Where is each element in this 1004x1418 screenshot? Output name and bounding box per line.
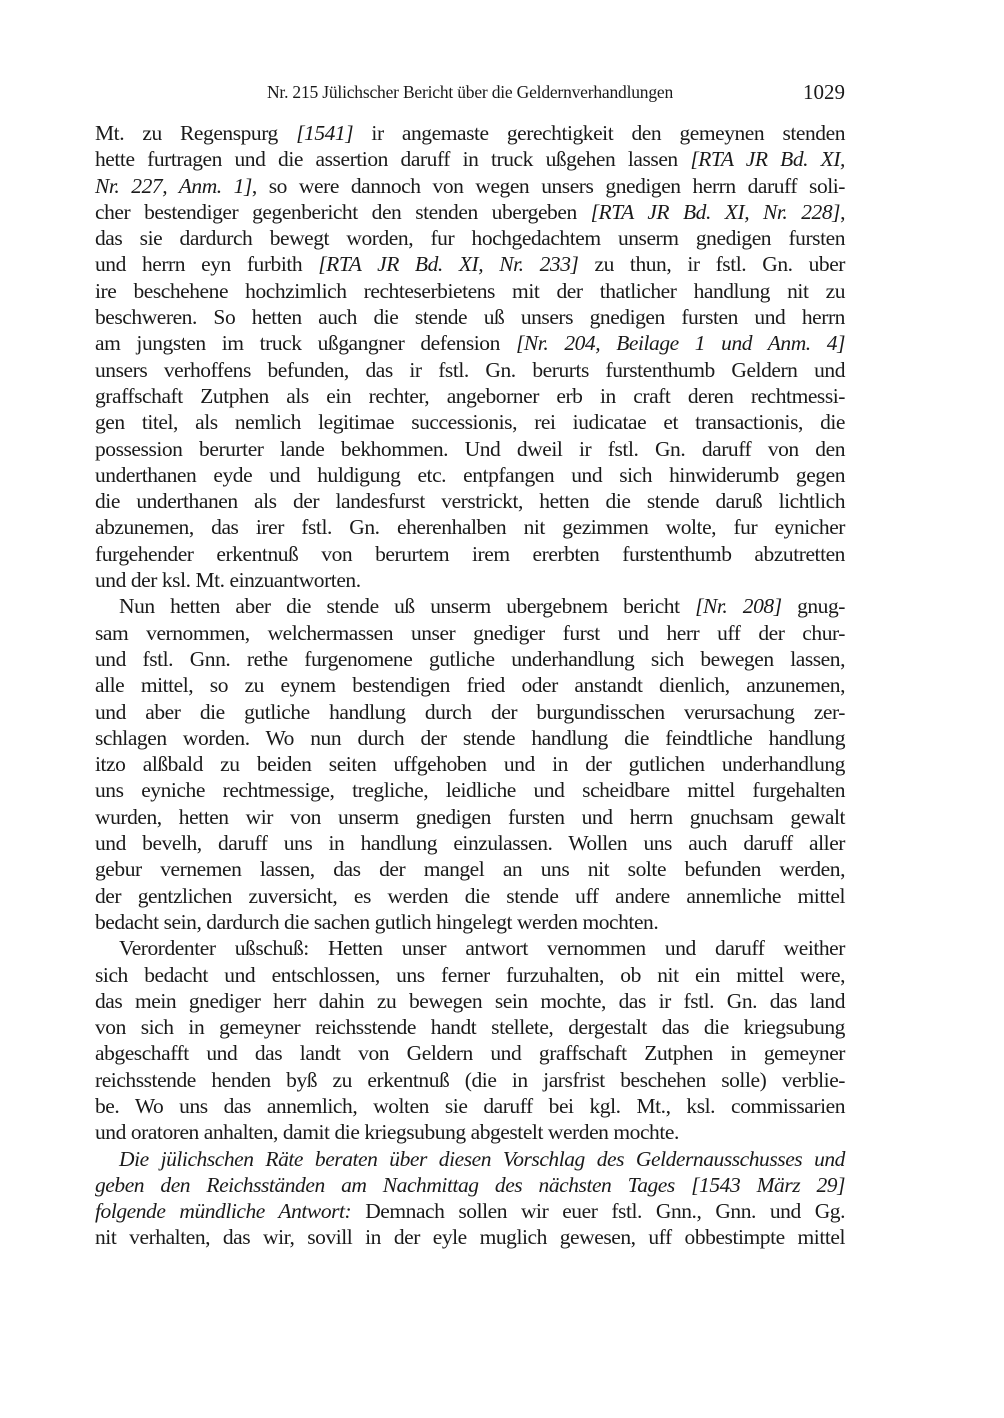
text-line (95, 962, 845, 988)
text-segment: underthanen eyde und huldigung etc. entpfangen und sich hinwiderumb gegen (95, 462, 845, 487)
text-line (95, 278, 845, 304)
text-line (95, 462, 845, 488)
text-segment: gnug- (781, 594, 845, 619)
body-text (95, 120, 845, 1251)
text-segment: uns eyniche rechtmessige, tregliche, leidliche und scheidbare mittel furgehalten (95, 778, 845, 803)
text-segment: graffschaft Zutphen als ein rechter, angeborner erb in craft deren rechtmessi- (95, 383, 845, 408)
italic-text-segment: [RTA JR Bd. XI, Nr. 233] (318, 252, 579, 277)
page-header (95, 80, 845, 106)
text-segment: sam vernommen, welchermassen unser gnediger furst und herr uff der chur- (95, 620, 845, 645)
text-line (95, 593, 845, 619)
italic-text-segment: Nr. 227, Anm. 1] (95, 173, 252, 198)
text-segment: gen titel, als nemlich legitimae successionis, rei iudicatae et transactionis, die (95, 410, 845, 435)
text-line (95, 1224, 845, 1250)
text-line (95, 1198, 845, 1224)
text-line (95, 1067, 845, 1093)
text-line (95, 620, 845, 646)
text-segment: Demnach sollen wir euer fstl. Gnn., Gnn. und Gg. (351, 1199, 846, 1224)
italic-text-segment: Die jülichschen Räte beraten über diesen Vorschlag des Geldernausschusses und (119, 1146, 845, 1171)
text-line (95, 488, 845, 514)
text-line (95, 777, 845, 803)
text-segment: bedacht sein, dardurch die sachen gutlich hingelegt werden mochten. (95, 909, 659, 934)
text-line (95, 1146, 845, 1172)
text-segment: das mein gnediger herr dahin zu bewegen sein mochte, das ir fstl. Gn. das land (95, 988, 845, 1013)
text-segment: nit verhalten, das wir, sovill in der eyle muglich gewesen, uff obbestimpte mittel (95, 1225, 845, 1250)
text-segment: Nun hetten aber die stende uß unserm ubergebnem bericht (119, 594, 696, 619)
text-line (95, 304, 845, 330)
text-line (95, 541, 845, 567)
text-segment: und herrn eyn furbith (95, 252, 319, 277)
italic-text-segment: [RTA JR Bd. XI, Nr. 228] (590, 199, 841, 224)
text-segment: furgehender erkentnuß von berurtem irem ererbten furstenthumb abzutretten (95, 541, 845, 566)
text-segment: Mt. zu Regenspurg (95, 121, 297, 145)
text-line (95, 225, 845, 251)
text-segment: abzunemen, das irer fstl. Gn. eherenhalben nit gezimmen wolte, fur eynicher (95, 515, 845, 540)
text-segment: und der ksl. Mt. einzuantworten. (95, 568, 361, 593)
text-line (95, 251, 845, 277)
text-line (95, 1014, 845, 1040)
text-segment: reichsstende henden byß zu erkentnuß (die in jarsfrist beschehen solle) verblie- (95, 1067, 845, 1092)
text-line (95, 725, 845, 751)
text-line (95, 830, 845, 856)
text-segment: von sich in gemeyner reichsstende handt stellete, dergestalt das die kriegsubung (95, 1015, 845, 1040)
text-segment: Verordenter ußschuß: Hetten unser antwort vernommen und daruff weither (119, 936, 845, 961)
text-line (95, 514, 845, 540)
text-line (95, 883, 845, 909)
italic-text-segment: [1541] (296, 121, 354, 145)
italic-text-segment: [Nr. 204, Beilage 1 und Anm. 4] (515, 331, 845, 356)
text-segment: und bevelh, daruff uns in handlung einzulassen. Wollen uns auch daruff aller (95, 831, 845, 856)
text-segment: , so were dannoch von wegen unsers gnedigen herrn daruff soli- (251, 173, 845, 198)
text-segment: die underthanen als der landesfurst verstrickt, hetten die stende daruß lichtlich (95, 489, 845, 514)
text-line (95, 1093, 845, 1119)
text-segment: am jungsten im truck ußgangner defension (95, 331, 516, 356)
text-segment: gebur vernemen lassen, das der mangel an uns nit solte befunden werden, (95, 857, 845, 882)
text-segment: ir angemaste gerechtigkeit den gemeynen stenden (353, 121, 845, 145)
text-line (95, 672, 845, 698)
text-segment: itzo alßbald zu beiden seiten uffgehoben und in der gutlichen underhandlung (95, 752, 845, 777)
text-line (95, 646, 845, 672)
text-line (95, 1119, 845, 1145)
text-segment: alle mittel, so zu eynem bestendigen fried oder anstandt dienlich, anzunemen, (95, 673, 845, 698)
text-line (95, 1040, 845, 1066)
running-title: Nr. 215 Jülichscher Bericht über die Geldernverhandlungen (266, 82, 674, 102)
text-segment: beschweren. So hetten auch die stende uß unsers gnedigen fursten und herrn (95, 305, 845, 330)
text-segment: hette furtragen und die assertion daruff in truck ußgehen lassen (95, 147, 691, 172)
text-segment: cher bestendiger gegenbericht den stenden ubergeben (95, 199, 591, 224)
text-line (95, 567, 845, 593)
text-segment: der gentzlichen zuversicht, es werden die stende uff andere annemliche mittel (95, 883, 845, 908)
text-segment: ire beschehene hochzimlich rechteserbietens mit der thatlicher handlung nit zu (95, 278, 845, 303)
text-line (95, 909, 845, 935)
text-line (95, 988, 845, 1014)
text-line (95, 330, 845, 356)
text-line (95, 173, 845, 199)
text-line (95, 409, 845, 435)
italic-text-segment: folgende mündliche Antwort: (95, 1199, 352, 1224)
italic-text-segment: [RTA JR Bd. XI, (690, 147, 845, 172)
text-line (95, 146, 845, 172)
text-segment: das sie dardurch bewegt worden, fur hochgedachtem unserm gnedigen fursten (95, 226, 845, 251)
text-segment: und oratoren anhalten, damit die kriegsubung abgestelt werden mochte. (95, 1120, 679, 1145)
text-segment: abgeschafft und das landt von Geldern und graffschaft Zutphen in gemeyner (95, 1041, 845, 1066)
text-line (95, 856, 845, 882)
text-line (95, 751, 845, 777)
italic-text-segment: geben den Reichsständen am Nachmittag des nächsten Tages [1543 März 29] (95, 1172, 845, 1197)
text-segment: zu thun, ir fstl. Gn. uber (578, 252, 845, 277)
text-line (95, 699, 845, 725)
text-line (95, 436, 845, 462)
italic-text-segment: [Nr. 208] (695, 594, 782, 619)
text-line (95, 1172, 845, 1198)
text-line (95, 120, 845, 146)
text-segment: unsers verhoffens befunden, das ir fstl. Gn. berurts furstenthumb Geldern und (95, 357, 845, 382)
page-number: 1029 (803, 80, 845, 104)
text-segment: schlagen worden. Wo nun durch der stende handlung die feindtliche handlung (95, 725, 845, 750)
text-line (95, 804, 845, 830)
text-segment: und aber die gutliche handlung durch der burgundisschen verursachung zer- (95, 699, 845, 724)
text-segment: und fstl. Gnn. rethe furgenomene gutliche underhandlung sich bewegen lassen, (95, 646, 845, 671)
text-segment: , (840, 199, 845, 224)
text-line (95, 357, 845, 383)
text-line (95, 935, 845, 961)
text-line (95, 383, 845, 409)
text-segment: wurden, hetten wir von unserm gnedigen fursten und herrn gnuchsam gewalt (95, 804, 845, 829)
text-segment: be. Wo uns das annemlich, wolten sie daruff bei kgl. Mt., ksl. commissarien (95, 1093, 845, 1118)
text-segment: sich bedacht und entschlossen, uns ferner furzuhalten, ob nit ein mittel were, (95, 962, 845, 987)
text-line (95, 199, 845, 225)
text-segment: possession berurter lande bekhommen. Und dweil ir fstl. Gn. daruff von den (95, 436, 845, 461)
